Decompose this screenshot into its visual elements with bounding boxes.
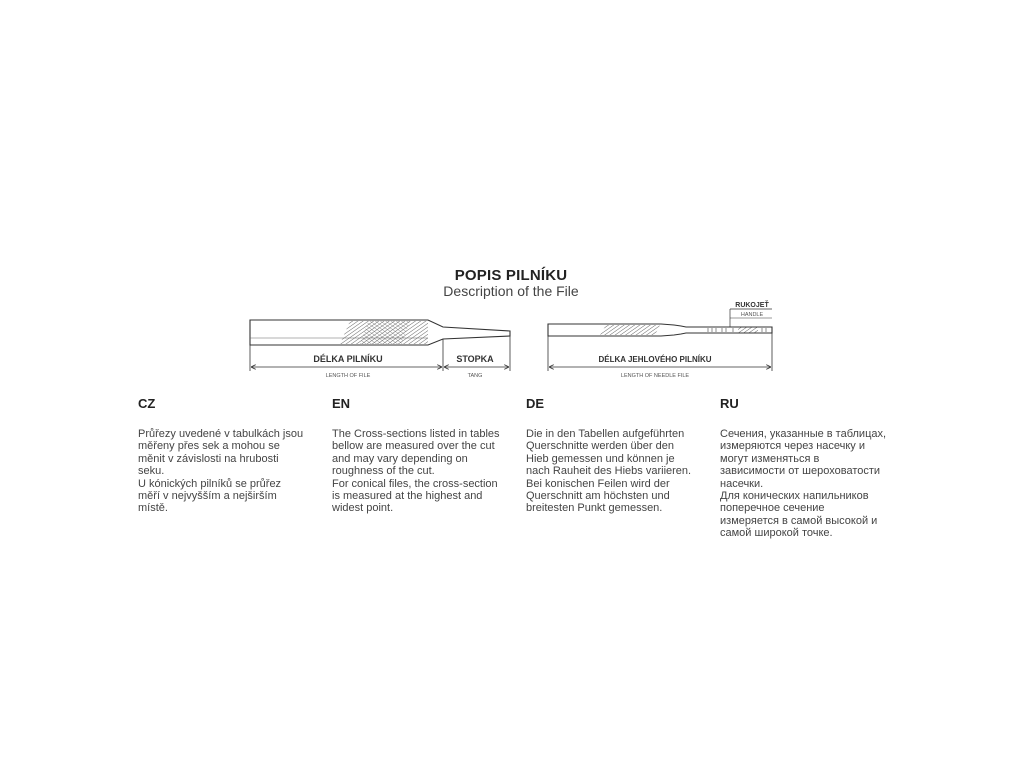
text-line: Hieb gemessen und können je <box>526 452 675 465</box>
lang-description <box>332 428 512 515</box>
lang-description <box>138 428 318 515</box>
text-line: breitesten Punkt gemessen. <box>526 502 663 515</box>
text-line: nach Rauheit des Hiebs variieren. <box>526 465 692 478</box>
text-line: For conical files, the cross-section <box>332 477 498 490</box>
lang-column-de <box>526 396 706 515</box>
lang-column-en <box>332 396 512 515</box>
lang-code: EN <box>332 396 351 411</box>
text-line: U kónických pilníků se průřez <box>138 477 282 490</box>
needle-file-drawing <box>548 300 772 379</box>
file-cut-pattern <box>340 321 428 344</box>
text-line: Die in den Tabellen aufgeführten <box>526 428 685 440</box>
handle-sublabel: HANDLE <box>740 312 764 318</box>
text-line: bellow are measured over the cut <box>332 440 495 453</box>
text-line: самой широкой точке. <box>720 527 833 540</box>
text-line: widest point. <box>332 502 394 515</box>
file-length-label: DÉLKA PILNÍKU <box>313 354 383 364</box>
text-line: seku. <box>138 465 165 478</box>
text-line: měří v nejvyšším a nejširším <box>138 490 277 503</box>
text-line: Průřezy uvedené v tabulkách jsou <box>138 428 304 440</box>
text-line: roughness of the cut. <box>332 465 435 478</box>
text-line: The Cross-sections listed in tables <box>332 428 500 440</box>
tang-label: STOPKA <box>456 354 494 364</box>
lang-code: RU <box>720 396 739 411</box>
lang-code: CZ <box>138 396 156 411</box>
tang-sublabel: TANG <box>467 373 483 379</box>
text-line: Сечения, указанные в таблицах, <box>720 428 887 440</box>
page-subtitle: Description of the File <box>443 283 579 299</box>
lang-description <box>720 428 900 540</box>
text-line: насечки. <box>720 477 764 490</box>
text-line: Querschnitt am höchsten und <box>526 490 670 503</box>
text-line: Querschnitte werden über den <box>526 440 674 453</box>
text-line: měřeny přes sek a mohou se <box>138 440 280 453</box>
text-line: and may vary depending on <box>332 452 468 465</box>
needle-file-cut-pattern <box>600 325 660 335</box>
text-line: могут изменяться в <box>720 452 820 465</box>
lang-column-cz <box>138 396 318 515</box>
text-line: Для конических напильников <box>720 490 869 503</box>
text-line: is measured at the highest and <box>332 490 483 503</box>
handle-label: RUKOJEŤ <box>735 302 769 309</box>
text-line: измеряется в самой высокой и <box>720 514 878 527</box>
text-line: měnit v závislosti na hrubosti <box>138 452 279 465</box>
text-line: místě. <box>138 502 168 515</box>
lang-column-ru <box>720 396 900 540</box>
text-line: Bei konischen Feilen wird der <box>526 477 670 490</box>
file-length-sublabel: LENGTH OF FILE <box>325 373 371 379</box>
page-title: POPIS PILNÍKU <box>454 267 568 284</box>
text-line: поперечное сечение <box>720 502 825 515</box>
lang-description <box>526 428 706 515</box>
needle-length-sublabel: LENGTH OF NEEDLE FILE <box>620 373 690 379</box>
text-line: измеряются через насечку и <box>720 440 866 453</box>
needle-length-label: DÉLKA JEHLOVÉHO PILNÍKU <box>598 355 712 364</box>
standard-file-drawing <box>250 320 510 379</box>
lang-code: DE <box>526 396 545 411</box>
text-line: зависимости от шероховатости <box>720 465 881 478</box>
